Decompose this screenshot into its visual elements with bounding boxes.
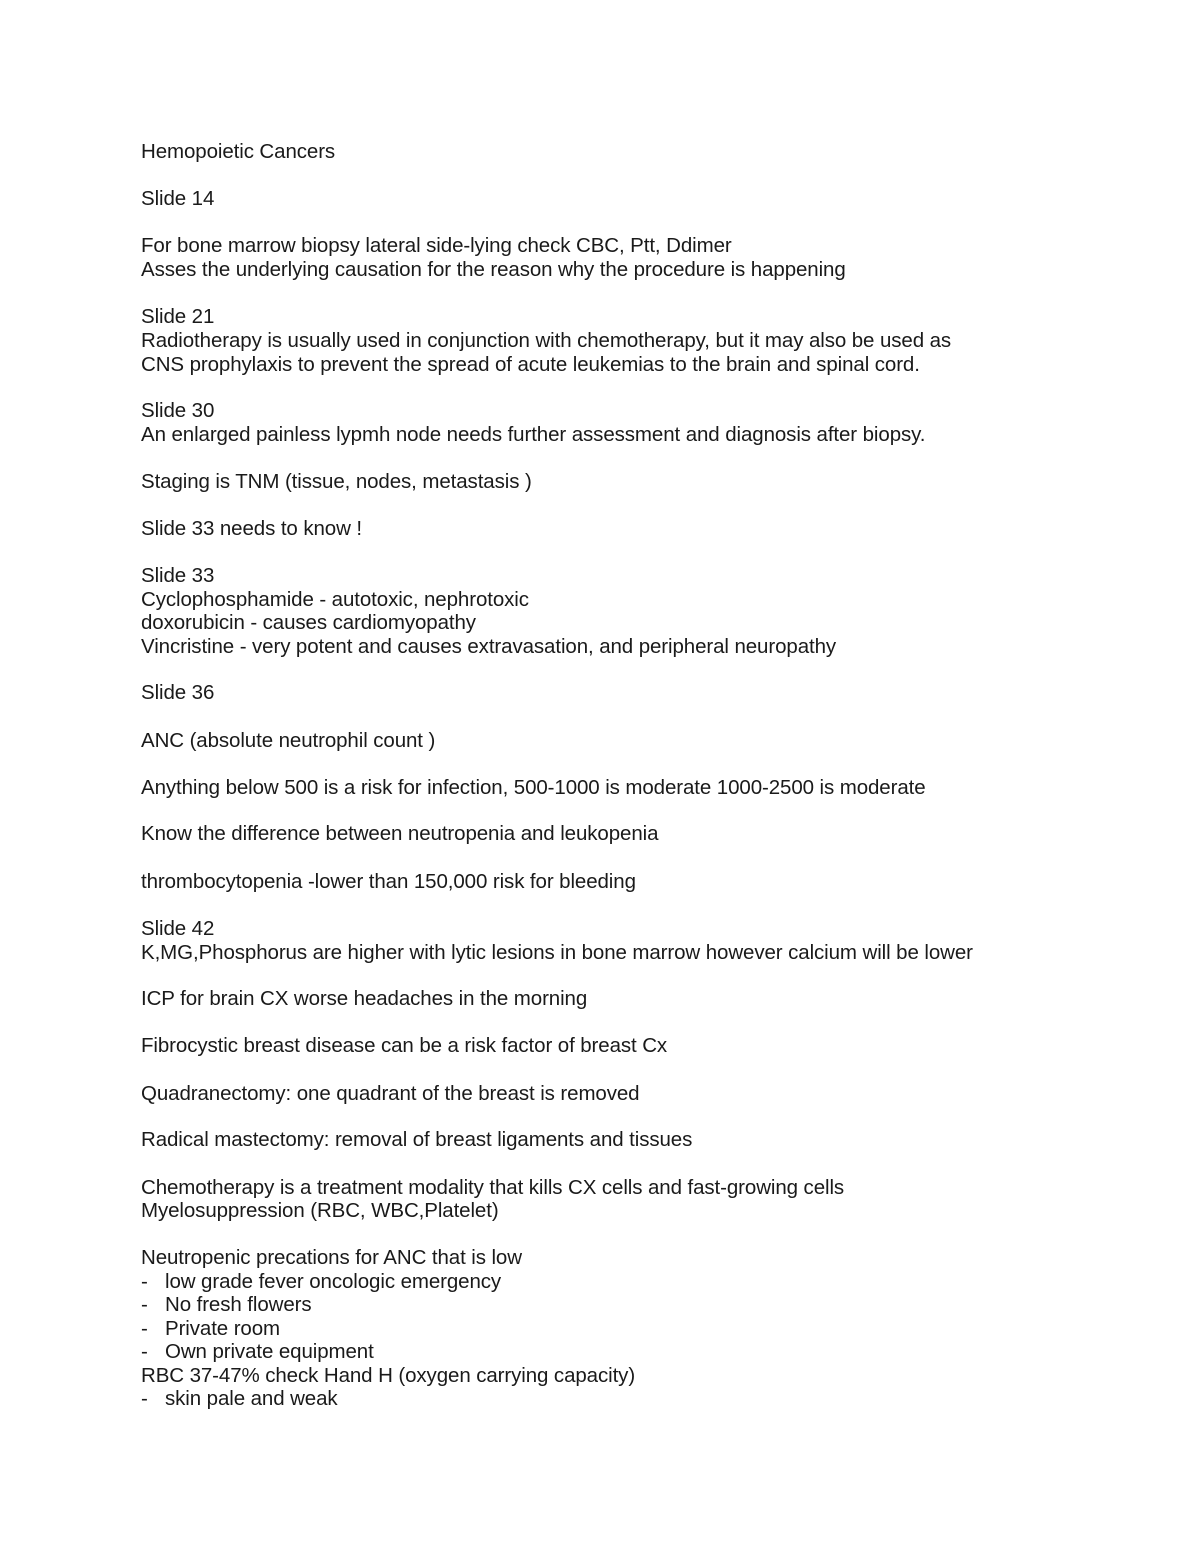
- text-line: Neutropenic precations for ANC that is low: [141, 1246, 522, 1269]
- bullet-text: Private room: [165, 1317, 281, 1340]
- bullet-text: low grade fever oncologic emergency: [165, 1270, 502, 1293]
- text-line: ICP for brain CX worse headaches in the morning: [141, 987, 588, 1010]
- text-line: Staging is TNM (tissue, nodes, metastasis ): [141, 470, 532, 493]
- bullet-marker: -: [141, 1317, 148, 1340]
- text-line: K,MG,Phosphorus are higher with lytic lesions in bone marrow however calcium will be lower: [141, 941, 973, 964]
- text-line: Slide 33 needs to know !: [141, 517, 362, 540]
- text-line: Chemotherapy is a treatment modality that kills CX cells and fast-growing cells: [141, 1176, 845, 1199]
- text-line: Fibrocystic breast disease can be a risk factor of breast Cx: [141, 1034, 668, 1057]
- text-line: Radiotherapy is usually used in conjunction with chemotherapy, but it may also be used as: [141, 329, 952, 352]
- bullet-marker: -: [141, 1340, 148, 1363]
- bullet-text: skin pale and weak: [165, 1387, 338, 1410]
- text-line: thrombocytopenia -lower than 150,000 risk for bleeding: [141, 870, 636, 893]
- text-line: CNS prophylaxis to prevent the spread of acute leukemias to the brain and spinal cord.: [141, 353, 920, 376]
- text-line: An enlarged painless lypmh node needs further assessment and diagnosis after biopsy.: [141, 423, 926, 446]
- text-line: Radical mastectomy: removal of breast ligaments and tissues: [141, 1128, 693, 1151]
- bullet-marker: -: [141, 1293, 148, 1316]
- bullet-item: [141, 1270, 501, 1294]
- bullet-item: [141, 1317, 280, 1341]
- text-line: Myelosuppression (RBC, WBC,Platelet): [141, 1199, 499, 1222]
- bullet-text: Own private equipment: [165, 1340, 374, 1363]
- bullet-item: [141, 1340, 374, 1364]
- text-line: RBC 37-47% check Hand H (oxygen carrying capacity): [141, 1364, 636, 1387]
- text-line: Slide 33: [141, 564, 215, 587]
- text-line: Vincristine - very potent and causes extravasation, and peripheral neuropathy: [141, 635, 837, 658]
- bullet-marker: -: [141, 1270, 148, 1293]
- bullet-item: [141, 1293, 312, 1317]
- text-line: Know the difference between neutropenia and leukopenia: [141, 822, 659, 845]
- bullet-text: No fresh flowers: [165, 1293, 312, 1316]
- bullet-marker: -: [141, 1387, 148, 1410]
- bullet-item: [141, 1387, 338, 1411]
- text-line: Slide 21: [141, 305, 215, 328]
- text-line: ANC (absolute neutrophil count ): [141, 729, 436, 752]
- text-line: Asses the underlying causation for the reason why the procedure is happening: [141, 258, 846, 281]
- text-line: Quadranectomy: one quadrant of the breast is removed: [141, 1082, 640, 1105]
- text-line: Slide 36: [141, 681, 215, 704]
- text-line: Slide 42: [141, 917, 215, 940]
- text-line: Slide 14: [141, 187, 215, 210]
- text-line: Slide 30: [141, 399, 215, 422]
- text-line: doxorubicin - causes cardiomyopathy: [141, 611, 476, 634]
- text-line: Cyclophosphamide - autotoxic, nephrotoxic: [141, 588, 529, 611]
- document-title: Hemopoietic Cancers: [141, 140, 336, 163]
- text-line: Anything below 500 is a risk for infection, 500-1000 is moderate 1000-2500 is moderate: [141, 776, 926, 799]
- text-line: For bone marrow biopsy lateral side-lying check CBC, Ptt, Ddimer: [141, 234, 732, 257]
